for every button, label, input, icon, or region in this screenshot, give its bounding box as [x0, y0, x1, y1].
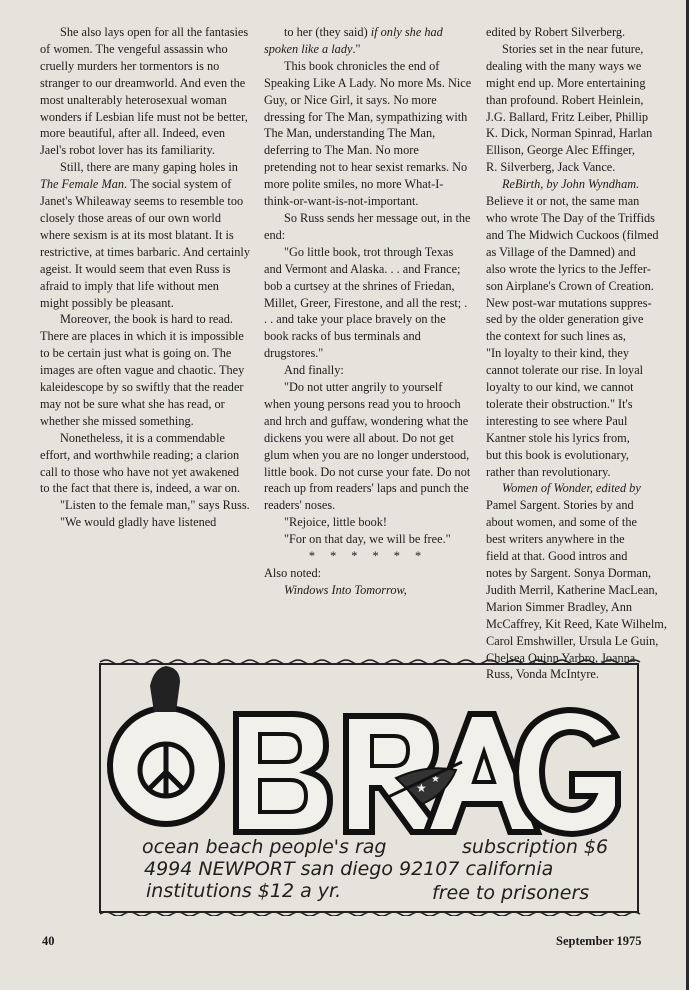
text-segment: Still, there are many gaping holes in [60, 160, 238, 175]
column-3-line: field at that. Good intros and [486, 549, 628, 564]
paragraph: "Listen to the female man," says Russ. [60, 498, 250, 513]
italic-title: if only she had spoken like a lady [264, 25, 443, 56]
column-3-line: Believe it or not, the same man [486, 194, 640, 209]
column-3-line: Stories set in the near future, [502, 41, 644, 56]
column-3-line: Chelsea Quinn Yarbro, Joanna [486, 650, 636, 665]
column-3-line: Ellison, George Alec Effinger, [486, 143, 635, 158]
windows-into-tomorrow-title [264, 582, 472, 599]
paragraph: So Russ sends her message out, in the end: [264, 210, 471, 242]
column-3-line: R. Silverberg, Jack Vance. [486, 160, 616, 175]
column-3-line: about women, and some of the [486, 515, 637, 530]
raised-fist-icon [150, 666, 180, 712]
ad-line-2: 4994 NEWPORT san diego 92107 california [144, 858, 554, 880]
paragraph: "For on that day, we will be free." [284, 532, 451, 547]
ad-line-1-right: subscription $6 [462, 836, 609, 858]
paragraph [40, 159, 250, 311]
column-3-line: as Village of the Damned) and [486, 244, 636, 259]
column-3-line: Judith Merril, Katherine MacLean, [486, 582, 658, 597]
column-3-line: K. Dick, Norman Spinrad, Harlan [486, 126, 653, 141]
paragraph: She also lays open for all the fantasies of women. The vengeful assassin who cruelly murders her tormentors is no stranger to our dreamworld. And even the most unalterably heterosexual woman wonders if Lesbian life must not be better, more beautiful, after all. Indeed, even Jael's robot lover has its familiarity. [40, 25, 249, 158]
paragraph: And finally: [284, 363, 344, 378]
column-3-line: Pamel Sargent. Stories by and [486, 498, 634, 513]
ad-line-3-right: free to prisoners [432, 882, 590, 904]
column-3-line: Marion Simmer Bradley, Ann [486, 599, 633, 614]
paragraph: "Go little book, trot through Texas and Vermont and Alaska. . . and France; bob a curtsey at the shrines of Friedan, Millet, Greer, Firestone, and all the rest; . . . and take your place bravely on the book racks of bus terminals and drugstores." [264, 244, 468, 361]
column-3-line: New post-war mutations suppres- [486, 295, 652, 310]
column-3-line: J.G. Ballard, Fritz Leiber, Phillip [486, 109, 649, 124]
paragraph: "Do not utter angrily to yourself when young persons read you to hrooch and hrch and guffaw, wondering what the dickens you were all about. Do not get glum when you are no longer understood, little book. Do not curse your fate. Do not reach up from readers' laps and punch the readers' noses. [264, 380, 471, 513]
paragraph: This book chronicles the end of Speaking Like A Lady. No more Ms. Nice Guy, or Nice Girl, it says. No more dressing for The Man, sympathizing with The Man, understanding The Man, deferring to The Man. No more pretending not to hear sexist remarks. No more polite smiles, no more What-I-think-or-want-is-not-important. [264, 58, 472, 209]
italic-title: Windows Into Tomorrow, [284, 582, 407, 597]
column-3-line: tolerate their obstruction." It's [486, 396, 633, 411]
column-3-line: Russ, Vonda McIntyre. [486, 667, 599, 682]
logo-letter-b [236, 714, 330, 832]
paragraph: Nonetheless, it is a commendable effort, and worthwhile reading; a clarion call to those who have not yet awakened to the fact that there is, indeed, a war on. [40, 430, 241, 496]
ad-border-wave-bottom [100, 912, 640, 916]
column-2 [264, 24, 472, 599]
column-3-line: cannot tolerate our rise. In loyal [486, 363, 644, 378]
paragraph: Moreover, the book is hard to read. There are places in which it is impossible to be certain just what is going on. The images are often vague and chaotic. They kaleidescope by so swiftly that the reader may not be sure what she has read, or whether she missed something. [40, 312, 245, 428]
paragraph: "We would gladly have listened [60, 515, 217, 530]
column-3-line: than profound. Robert Heinlein, [486, 92, 644, 107]
text-segment: to her (they said) [284, 25, 371, 39]
column-3-line: notes by Sargent. Sonya Dorman, [486, 566, 652, 580]
paragraph [264, 24, 472, 58]
ad-line-3-left: institutions $12 a yr. [146, 880, 342, 902]
column-3-line: loyalty to our kind, we cannot [486, 380, 634, 395]
column-3 [486, 24, 689, 683]
svg-text:★: ★ [416, 781, 427, 795]
column-3-line: who wrote The Day of the Triffids [486, 210, 655, 225]
column-3-line: might end up. More entertaining [486, 75, 646, 90]
column-3-line: Carol Emshwiller, Ursula Le Guin, [486, 633, 659, 648]
column-1 [40, 24, 250, 531]
column-3-line: but this book is evolutionary, [486, 447, 629, 462]
column-3-line: ReBirth, by John Wyndham. [502, 177, 640, 192]
text-segment: . The social system of Janet's Whileaway seems to resemble too closely those areas of our own world where sexism is at its most blatant. It is restrictive, at times barbaric. And certainly ageist. It would seem that even Russ is afraid to imply that life without men might possibly be pleasant. [40, 177, 250, 310]
page-number: 40 [42, 934, 55, 948]
column-3-line: the context for such lines as, [486, 329, 627, 344]
column-3-line: Women of Wonder, edited by [502, 481, 641, 496]
issue-date: September 1975 [556, 934, 642, 948]
column-3-line: sed by the older generation give [486, 312, 644, 327]
column-3-line: and The Midwich Cuckoos (filmed [486, 227, 659, 242]
svg-text:★: ★ [431, 774, 440, 785]
ad-line-1-left: ocean beach people's rag [142, 836, 387, 858]
column-3-line: edited by Robert Silverberg. [486, 25, 626, 39]
text-segment: ." [352, 41, 361, 56]
column-3-line: interesting to see where Paul [486, 413, 628, 428]
column-3-line: McCaffrey, Kit Reed, Kate Wilhelm, [486, 616, 667, 631]
paragraph: * * * * * * [308, 549, 428, 564]
column-3-line: rather than revolutionary. [486, 464, 611, 479]
column-3-line: dealing with the many ways we [486, 58, 642, 73]
paragraph: "Rejoice, little book! [284, 515, 388, 530]
paragraph: Also noted: [264, 566, 322, 580]
obrag-advertisement [96, 658, 642, 916]
column-3-line: "In loyalty to their kind, they [486, 346, 629, 361]
column-3-line: son Airplane's Crown of Creation. [486, 278, 654, 293]
italic-title: The Female Man [40, 177, 125, 192]
column-3-line: best writers anywhere in the [486, 532, 625, 547]
column-3-line: also wrote the lyrics to the Jeffer- [486, 261, 651, 276]
logo-letter-g [516, 710, 618, 834]
column-3-line: Kantner stole his lyrics from, [486, 430, 630, 445]
